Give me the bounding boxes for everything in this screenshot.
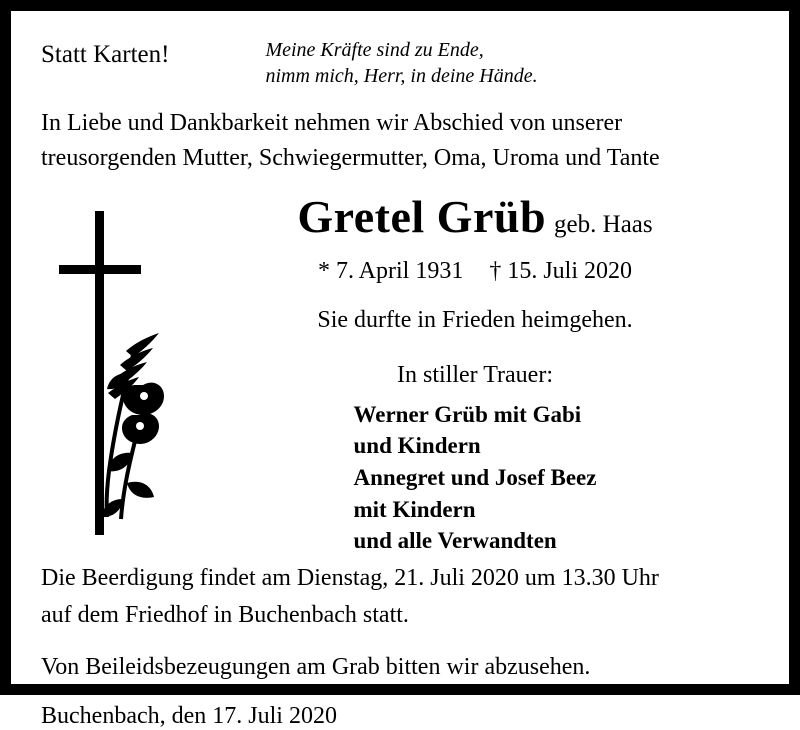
- life-dates: [191, 258, 759, 285]
- intro-line-1: In Liebe und Dankbarkeit nehmen wir Abschied von unserer: [41, 109, 623, 136]
- intro-line-2: treusorgenden Mutter, Schwiegermutter, Oma, Uroma und Tante: [41, 144, 660, 171]
- funeral-line-1: Die Beerdigung findet am Dienstag, 21. Juli 2020 um 13.30 Uhr: [41, 565, 659, 592]
- peace-line: Sie durfte in Frieden heimgehen.: [317, 306, 633, 333]
- place-and-date: Buchenbach, den 17. Juli 2020: [41, 702, 337, 729]
- verse-block: [265, 37, 537, 90]
- deceased-name: Gretel Grüb: [297, 191, 547, 243]
- maiden-name: geb. Haas: [554, 211, 653, 239]
- cross-with-rose-icon: [47, 203, 187, 543]
- funeral-line-2: auf dem Friedhof in Buchenbach statt.: [41, 602, 409, 629]
- mourners-list: [354, 399, 597, 558]
- list-item: Annegret und Josef Beez: [353, 464, 597, 490]
- list-item: und alle Verwandten: [353, 528, 557, 554]
- condolence-note: Von Beileidsbezeugungen am Grab bitten wir abzusehen.: [41, 653, 591, 680]
- birth-date: * 7. April 1931: [317, 257, 464, 284]
- body-area: [41, 193, 759, 557]
- top-row: [41, 37, 759, 90]
- name-line: [191, 193, 759, 241]
- verse-line-2: nimm mich, Herr, in deine Hände.: [265, 65, 538, 88]
- statt-karten-text: Statt Karten!: [41, 41, 170, 68]
- verse-line-1: Meine Kräfte sind zu Ende,: [265, 39, 484, 61]
- list-item: mit Kindern: [353, 496, 476, 522]
- mourn-title: In stiller Trauer:: [397, 361, 553, 388]
- list-item: und Kindern: [353, 433, 481, 459]
- list-item: Werner Grüb mit Gabi: [353, 401, 582, 427]
- death-date: † 15. Juli 2020: [489, 257, 633, 284]
